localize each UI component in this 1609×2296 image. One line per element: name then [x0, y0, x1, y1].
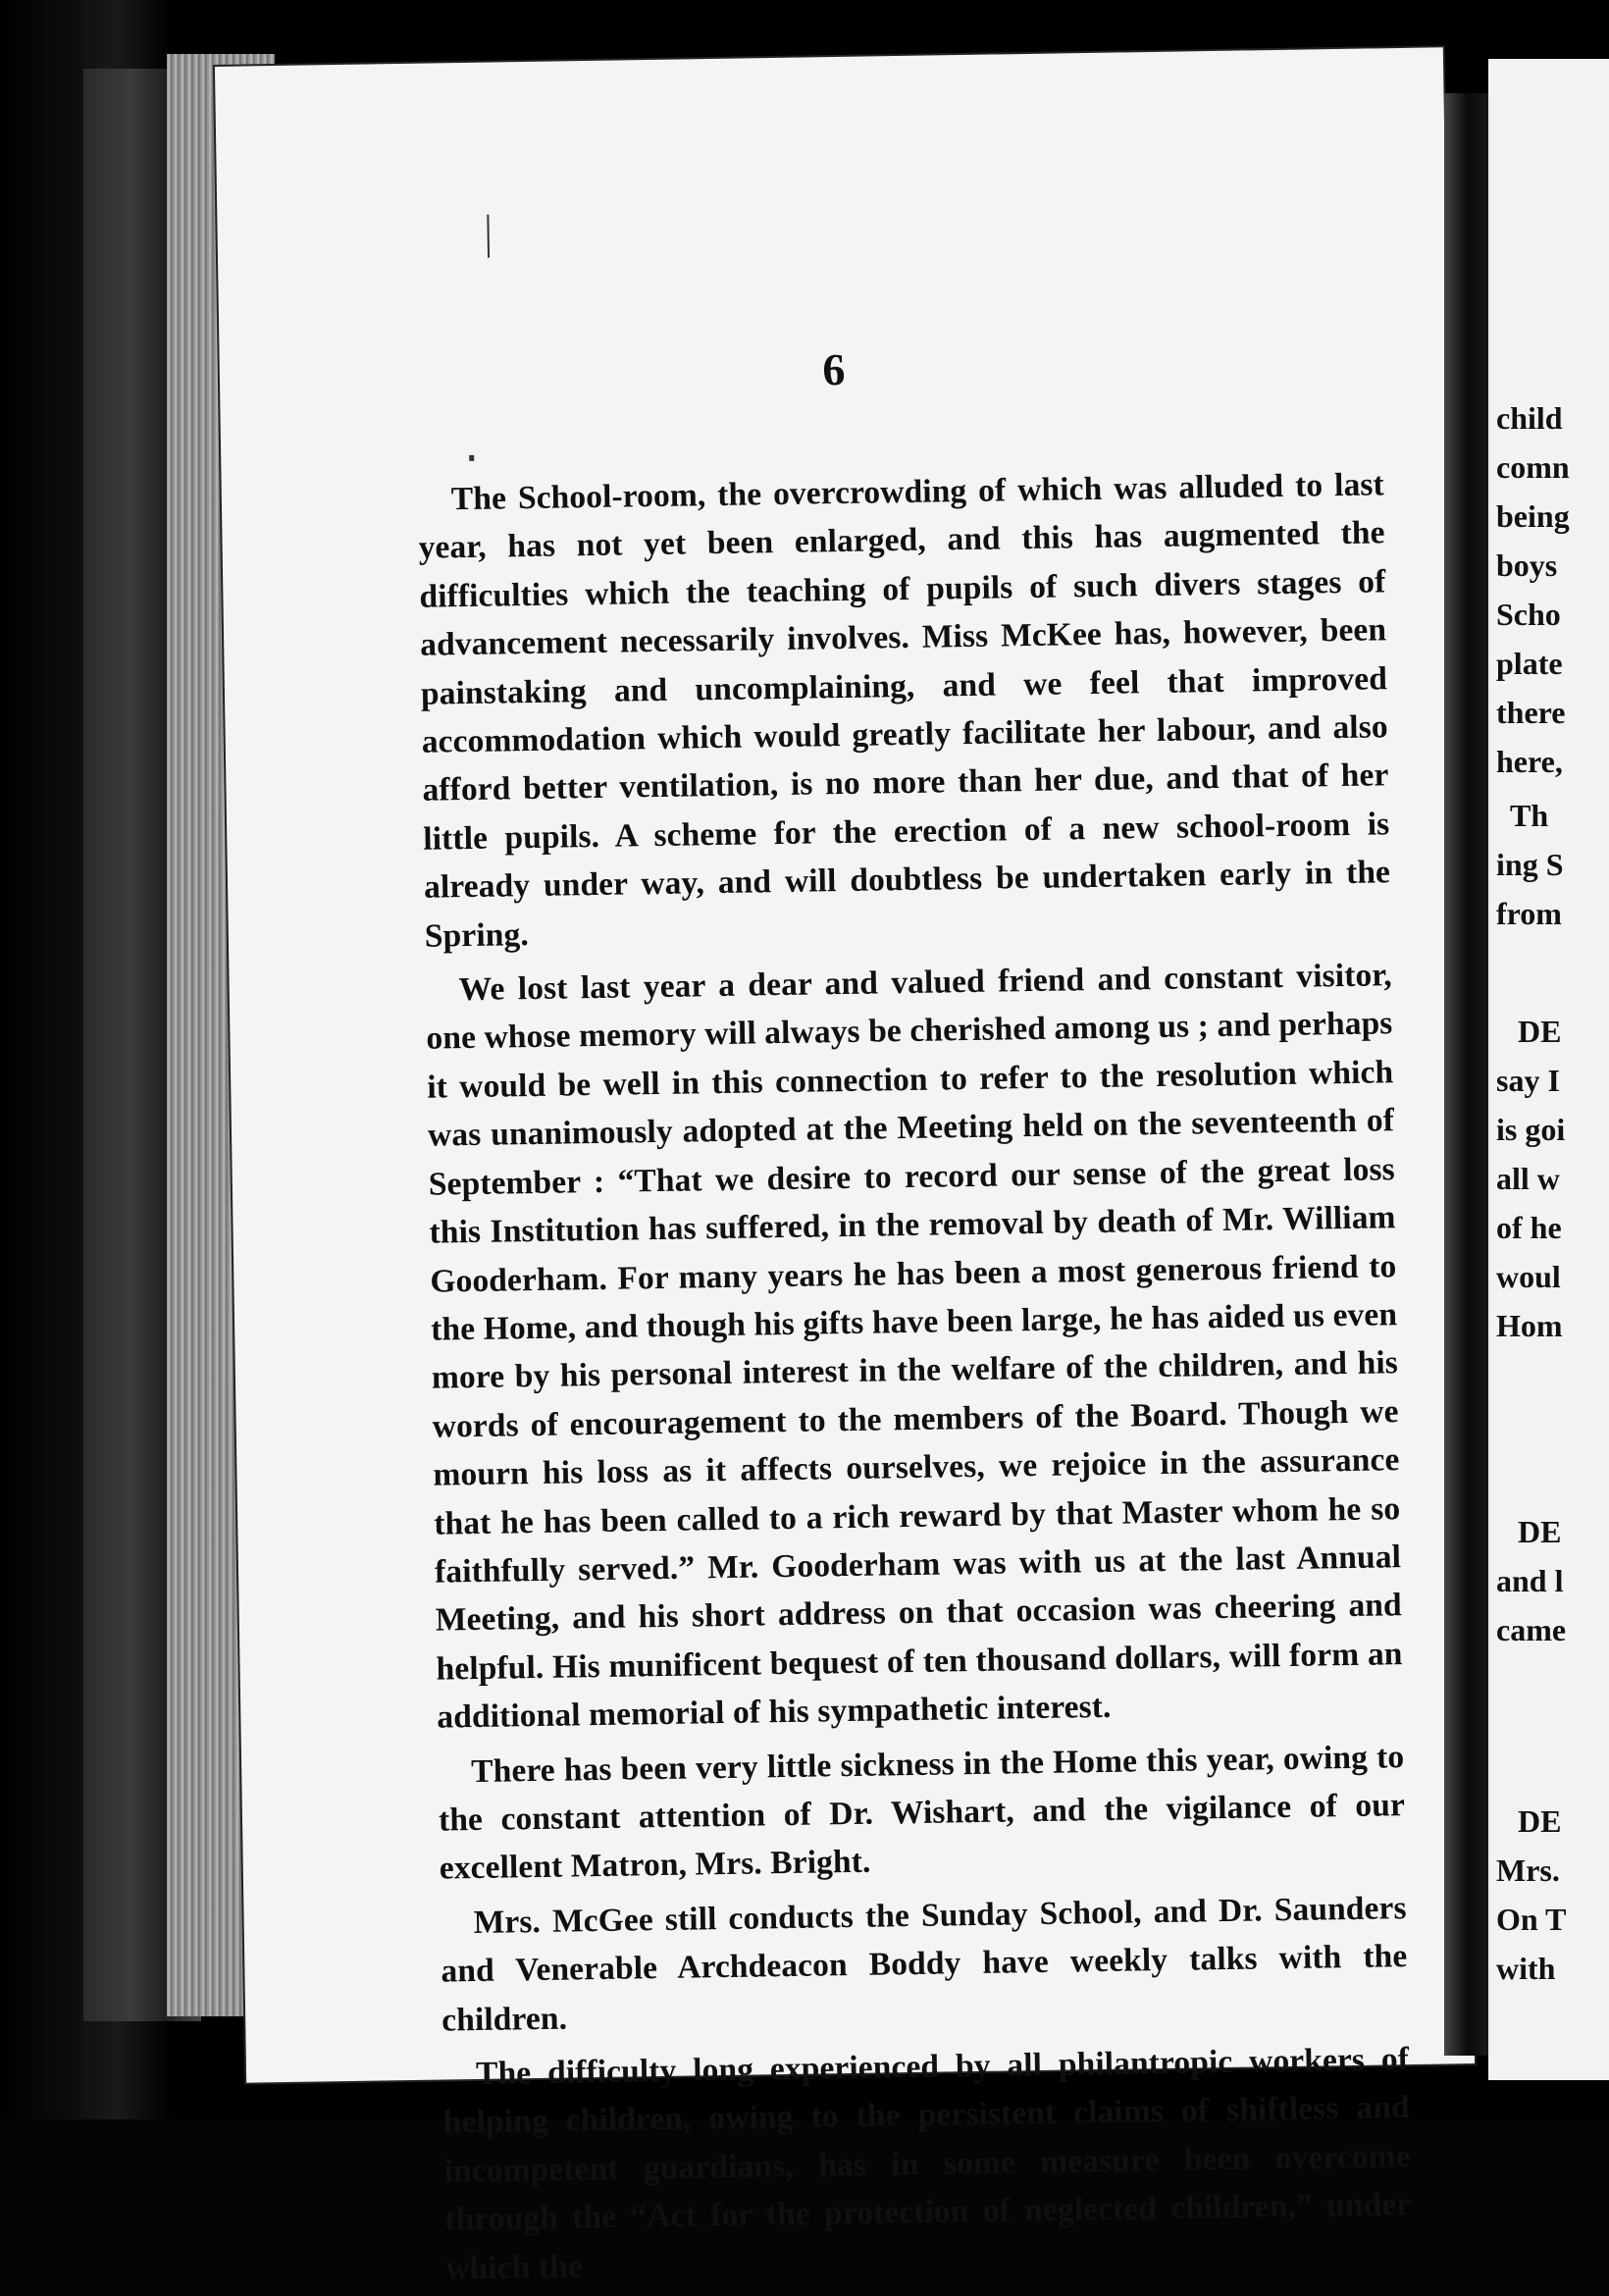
- paragraph-school-room: The School-room, the overcrowding of which was alluded to last year, has not yet been enlarged, and this has augmented the difficulties which the teaching of pupils of such divers stages of advancement necessarily involves. Miss McKee has, however, been painstaking and uncomplaining, and we feel that improved accommodation which would greatly facilitate her labour, and also afford better ventilation, is no more than her due, and that of her little pupils. A scheme for the erection of a new school-room is already under way, and will doubtless be undertaken early in the Spring.: [418, 466, 1391, 955]
- scan-speck: [487, 215, 490, 258]
- facing-page-line: and l: [1496, 1563, 1564, 1598]
- book-gutter: [1444, 93, 1491, 2056]
- facing-page-line: boys: [1496, 548, 1558, 583]
- facing-page-line: woul: [1496, 1259, 1561, 1294]
- facing-page-line: child: [1496, 400, 1563, 436]
- facing-page-line: of he: [1496, 1210, 1562, 1245]
- facing-page: [1488, 59, 1609, 2080]
- paragraph-gooderham-memorial: We lost last year a dear and valued friend and constant visitor, one whose memory will always be cherished among us ; and perhaps it would be well in this connection to refer to the resolution which was unanimously adopted at the Meeting held on the seventeenth of September : “That we desire to record our sense of the great loss this Institution has suffered, in the removal by death of Mr. William Gooderham. For many years he has been a most generous friend to the Home, and though his gifts have been large, he has aided us even more by his personal interest in the welfare of the children, and his words of encouragement to the members of the Board. Though we mourn his loss as it affects ourselves, we rejoice in the assurance that he has been called to a rich reward by that Master whom he so faithfully served.” Mr. Gooderham was with us at the last Annual Meeting, and his short address on that occasion was cheering and helpful. His munificent bequest of ten thousand dollars, will form an additional memorial of his sympathetic interest.: [426, 957, 1403, 1736]
- facing-page-line: plate: [1496, 646, 1563, 681]
- facing-page-line: comn: [1496, 449, 1570, 485]
- facing-page-line: Th: [1510, 798, 1549, 833]
- left-page: [215, 47, 1475, 2287]
- facing-page-line: DE: [1518, 1514, 1562, 1549]
- facing-page-line: being: [1496, 498, 1570, 534]
- body-text: [418, 460, 1413, 2292]
- facing-page-line: Mrs.: [1496, 1852, 1560, 1888]
- facing-page-line: there: [1496, 695, 1566, 730]
- facing-page-line: Hom: [1496, 1308, 1563, 1343]
- page-number: 6: [821, 343, 846, 395]
- facing-page-line: from: [1496, 896, 1562, 931]
- facing-page-line: here,: [1496, 744, 1563, 779]
- paragraph-sunday-school: Mrs. McGee still conducts the Sunday School, and Dr. Saunders and Venerable Archdeacon Boddy have weekly talks with the children.: [441, 1889, 1408, 2039]
- facing-page-line: is goi: [1496, 1112, 1566, 1147]
- paragraph-neglected-children-act: The difficulty long experienced by all philantropic workers of helping children, owing to the persistent claims of shiftless and incompetent guardians, has in some measure been overcome through the “Act for the protection of neglected children,” under which the: [442, 2041, 1412, 2287]
- scan-speck: [469, 455, 474, 461]
- facing-page-line: with: [1496, 1951, 1556, 1986]
- paragraph-sickness: There has been very little sickness in the Home this year, owing to the constant attention of Dr. Wishart, and the vigilance of our excellent Matron, Mrs. Bright.: [438, 1738, 1406, 1887]
- facing-page-line: On T: [1496, 1902, 1567, 1937]
- facing-page-line: say I: [1496, 1063, 1560, 1098]
- facing-page-line: DE: [1518, 1014, 1562, 1049]
- facing-page-line: DE: [1518, 1803, 1562, 1839]
- facing-page-line: came: [1496, 1612, 1567, 1647]
- facing-page-line: Scho: [1496, 597, 1561, 632]
- facing-page-line: ing S: [1496, 847, 1564, 882]
- facing-page-line: all w: [1496, 1161, 1560, 1196]
